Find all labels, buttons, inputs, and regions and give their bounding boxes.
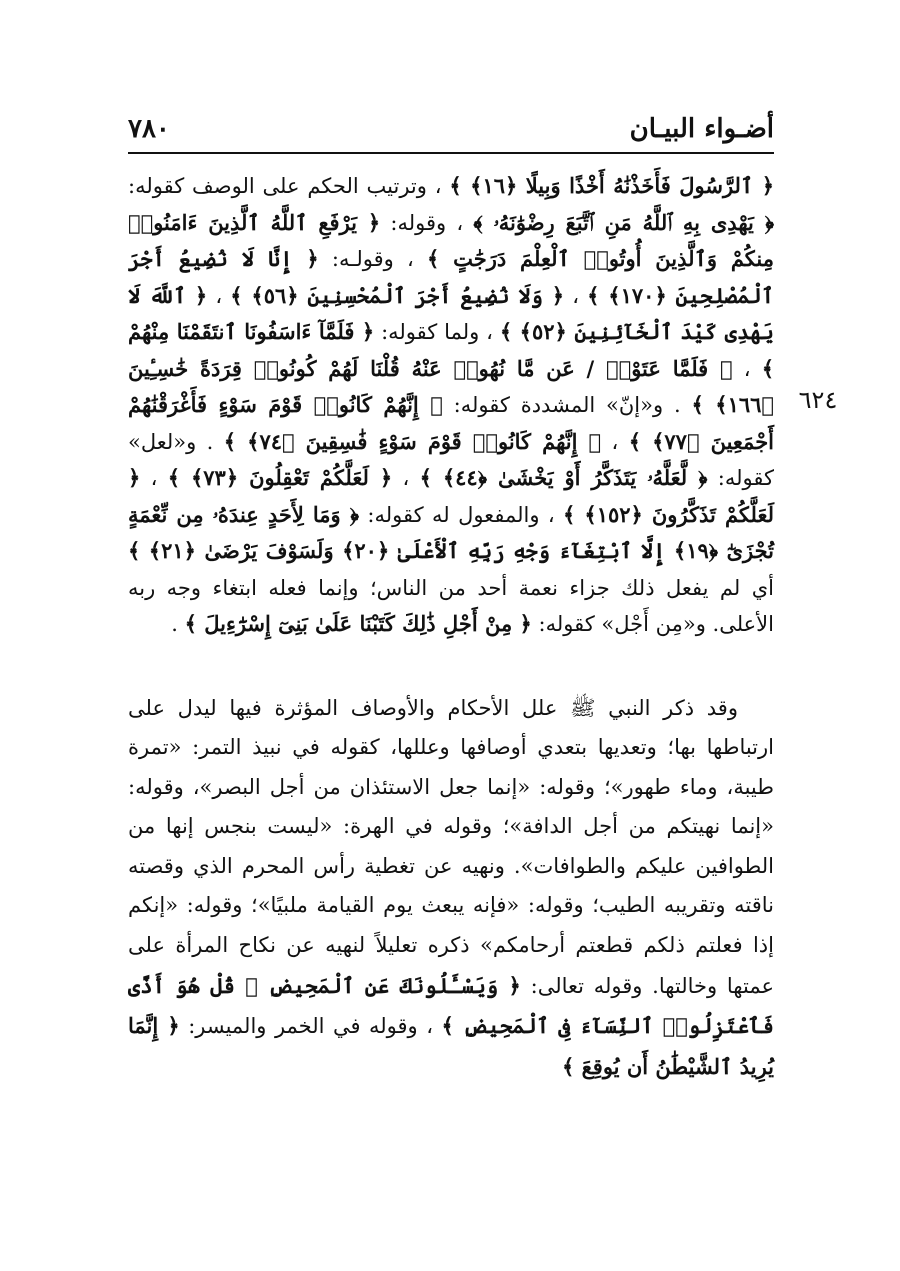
body-text: ، — [150, 466, 158, 490]
quran-verse: ﴿ فَلَمَّآ ءَاسَفُونَا ٱنتَقَمْنَا مِنْهُمْ ﴾ — [128, 319, 775, 381]
body-text: أي لم يفعل ذلك جزاء نعمة أحد من الناس؛ وإنما فعله ابتغاء وجه ربه الأعلى. و«مِن أَجْل» كقوله: — [128, 575, 774, 636]
header-rule — [128, 152, 774, 154]
quran-verse: ﴿ ٱلرَّسُولَ فَأَخَذْنَٰهُ أَخْذًا وَبِيلًا ﴿١٦﴾ ﴾ — [449, 173, 775, 198]
body-text: ، والمفعول له كقوله: — [367, 502, 555, 527]
body-text: ، وقولـه: — [331, 247, 414, 271]
body-text: . و«لعل» كقوله: — [128, 429, 774, 490]
quran-verse: ﴿ وَيَسْـَٔلُونَكَ عَنِ ٱلْمَحِيضِ ۖ قُلْ هُوَ أَذًى فَٱعْتَزِلُوا۟ ٱلنِّسَآءَ فِى ٱلْمَحِيضِ ﴾ — [128, 972, 774, 1039]
body-text: ، ولما كقوله: — [381, 320, 493, 344]
body-text: ، — [402, 466, 410, 490]
quran-verse: ﴿ يَهْدِى بِهِ ٱللَّهُ مَنِ ٱتَّبَعَ رِضْوَٰنَهُۥ ﴾ — [473, 209, 774, 235]
body-text: ، وترتيب الحكم على الوصف كقوله: — [128, 174, 442, 198]
quran-verse: ﴿ لَّعَلَّهُۥ يَتَذَكَّرُ أَوْ يَخْشَىٰ ﴿٤٤﴾ ﴾ — [419, 465, 708, 490]
body-text: ، — [572, 283, 579, 308]
quran-verse: ﴿ وَمَا لِأَحَدٍ عِندَهُۥ مِن نِّعْمَةٍ تُجْزَىٰٓ ﴿١٩﴾ إِلَّا ٱبْتِغَآءَ وَجْهِ رَبِّهِ ٱلْأَعْلَىٰ ﴿٢٠﴾ وَلَسَوْفَ يَرْضَىٰ ﴿٢١﴾ ﴾ — [128, 501, 775, 563]
quran-verse: ﴿ مِنْ أَجْلِ ذَٰلِكَ كَتَبْنَا عَلَىٰ بَنِىٓ إِسْرَٰٓءِيلَ ﴾ — [184, 611, 532, 636]
page-body — [128, 168, 774, 1087]
paragraph-2 — [128, 689, 774, 1088]
quran-verse: ﴿ وَلَا نُضِيعُ أَجْرَ ٱلْمُحْسِنِينَ ﴿٥٦﴾ ﴾ — [230, 282, 565, 308]
page-header — [128, 112, 774, 152]
body-text: ، — [215, 283, 223, 308]
body-text: ، وقوله في الخمر والميسر: — [188, 1014, 433, 1039]
body-text: . — [171, 612, 178, 636]
paragraph-1 — [128, 168, 774, 643]
quran-verse: ﴿ إِنَّا لَا نُضِيعُ أَجْرَ ٱلْمُصْلِحِينَ ﴿١٧٠﴾ ﴾ — [128, 246, 774, 308]
quran-verse: ﴿ إِنَّهُمْ كَانُوا۟ قَوْمَ سَوْءٍ فَٰسِقِينَ ﴿٧٤﴾ ﴾ — [223, 428, 602, 454]
quran-verse: ﴿ ٱللَّهَ لَا يَهْدِى كَيْدَ ٱلْخَآئِنِينَ ﴿٥٢﴾ ﴾ — [128, 282, 774, 344]
quran-verse: ﴿ لَعَلَّكُمْ تَعْقِلُونَ ﴿٧٣﴾ ﴾ — [167, 465, 393, 490]
quran-verse: ﴿ يَرْفَعِ ٱللَّهُ ٱلَّذِينَ ءَامَنُوا۟ مِنكُمْ وَٱلَّذِينَ أُوتُوا۟ ٱلْعِلْمَ دَرَجَٰتٍ ﴾ — [128, 209, 774, 271]
quran-verse: ﴿ فَلَمَّا عَتَوْا۟ / عَن مَّا نُهُوا۟ عَنْهُ قُلْنَا لَهُمْ كُونُوا۟ قِرَدَةً خَٰسِـِٔينَ ﴿١٦٦﴾ ﴾ — [128, 355, 775, 417]
body-text: وقد ذكر النبي ﷺ علل الأحكام والأوصاف المؤثرة فيها ليدل على ارتباطها بها؛ وتعديها بتعدي أوصافها وعللها، كقوله في نبيذ التمر: «تمرة طيبة، وماء طهور»؛ وقوله: «إنما جعل الاستئذان من أجل البصر»، وقوله: «إنما نهيتكم من أجل الدافة»؛ وقوله في الهرة: «ليست بنجس إنها من الطوافين عليكم والطوافات». ونهيه عن تغطية رأس المحرم الذي وقصته ناقته وتقريبه الطيب؛ وقوله: «فإنه يبعث يوم القيامة ملبيًا»؛ وقوله: «إنكم إذا فعلتم ذلكم قطعتم أرحامكم» ذكره تعليلاً لنهيه عن نكاح المرأة على عمتها وخالتها. وقوله تعالى: — [128, 695, 774, 998]
quran-verse: ﴿ لَعَلَّكُمْ تَذَكَّرُونَ ﴿١٥٢﴾ ﴾ — [128, 465, 774, 527]
quran-verse: ﴿ إِنَّمَا يُرِيدُ ٱلشَّيْطَٰنُ أَن يُوقِعَ ﴾ — [128, 1013, 774, 1079]
body-text: ، — [743, 356, 751, 381]
margin-page-reference: ٦٢٤ — [798, 386, 838, 414]
page-number: ٧٨٠ — [128, 114, 170, 144]
body-text: . و«إنّ» المشددة كقوله: — [453, 393, 681, 417]
book-title: أضـواء البيـان — [629, 114, 774, 144]
body-text: ، — [611, 429, 619, 454]
body-text: ، وقوله: — [390, 210, 464, 235]
quran-verse: ﴿ إِنَّهُمْ كَانُوا۟ قَوْمَ سَوْءٍ فَأَغْرَقْنَٰهُمْ أَجْمَعِينَ ﴿٧٧﴾ ﴾ — [128, 392, 775, 454]
